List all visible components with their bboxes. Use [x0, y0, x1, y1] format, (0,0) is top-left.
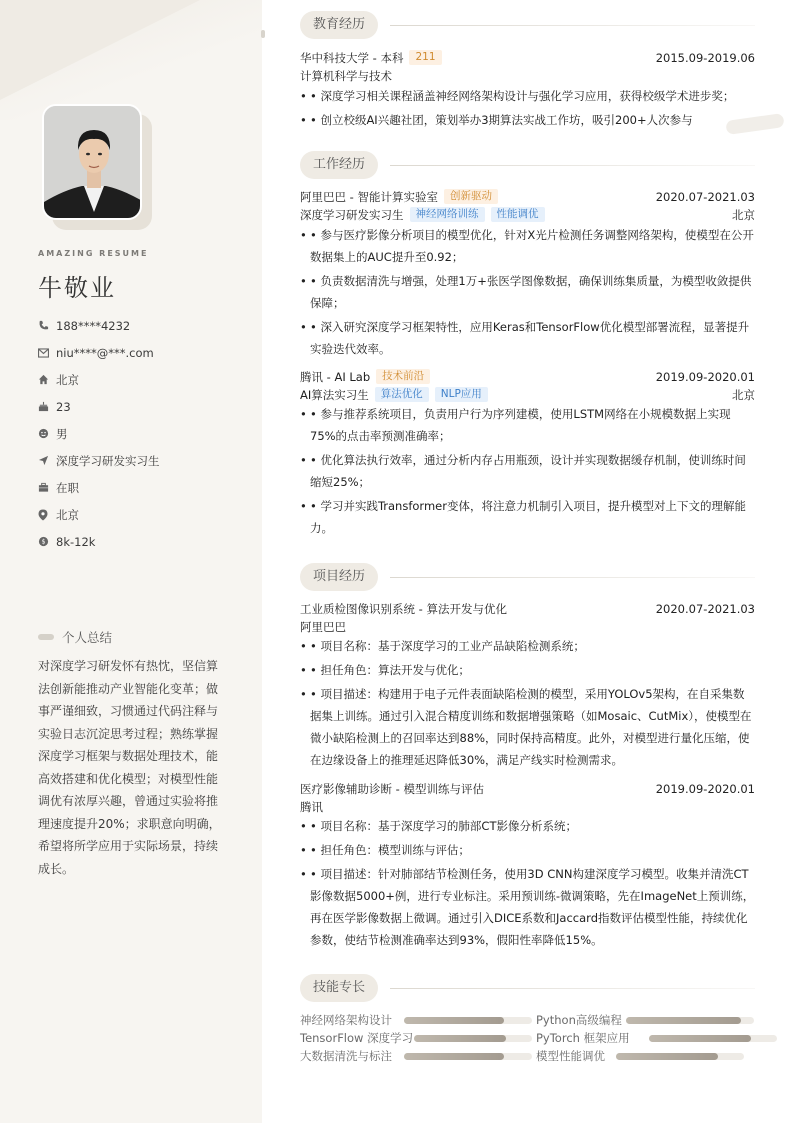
- info-text: 北京: [56, 507, 79, 522]
- location-pin-icon: [38, 508, 56, 522]
- decorative-dot: [261, 30, 265, 38]
- role-tag: NLP应用: [435, 387, 488, 402]
- skill-item: [536, 1047, 605, 1065]
- briefcase-icon: [38, 481, 56, 495]
- info-home: [38, 366, 248, 393]
- skill-name: Python高级编程: [536, 1013, 622, 1027]
- skill-item: [536, 1029, 630, 1047]
- project-org: 腾讯: [300, 799, 323, 814]
- project-title-row: [300, 780, 755, 797]
- job-role-row: [300, 206, 755, 223]
- job-company-row: [300, 188, 755, 205]
- education-row: [300, 49, 755, 66]
- section-divider: [390, 25, 755, 26]
- skill-bar: [414, 1035, 532, 1042]
- section-work-heading: [300, 151, 755, 179]
- job-company-row: [300, 368, 755, 385]
- cake-icon: [38, 400, 56, 414]
- info-gender: [38, 420, 248, 447]
- info-text: 北京: [56, 372, 79, 387]
- skill-item: [300, 1047, 392, 1065]
- info-phone: [38, 312, 248, 339]
- list-item: • • 项目名称：基于深度学习的工业产品缺陷检测系统；: [300, 639, 585, 653]
- list-item: • • 担任角色：算法开发与优化；: [300, 663, 470, 677]
- info-position: [38, 447, 248, 474]
- avatar: [42, 104, 142, 220]
- salary-icon: [38, 535, 56, 549]
- list-item: • • 深入研究深度学习框架特性，应用Keras和TensorFlow优化模型部署流程，显著提升实验迭代效率。: [300, 320, 750, 356]
- role-tag: 神经网络训练: [410, 207, 485, 222]
- info-text: niu****@***.com: [56, 345, 154, 360]
- info-email: [38, 339, 248, 366]
- avatar-portrait: [44, 106, 142, 220]
- skill-bar: [626, 1017, 754, 1024]
- project-title-row: [300, 600, 755, 617]
- section-title: 教育经历: [300, 11, 378, 39]
- list-item: • • 优化算法执行效率，通过分析内存占用瓶颈，设计并实现数据缓存机制，使训练时间缩短25%；: [300, 453, 746, 489]
- section-title: 工作经历: [300, 151, 378, 179]
- project-date: 2020.07-2021.03: [655, 601, 755, 616]
- project-bullets: [300, 635, 755, 773]
- skill-bar: [616, 1053, 744, 1060]
- job-role: 深度学习研发实习生: [300, 207, 404, 222]
- project-bullets: [300, 815, 755, 953]
- info-text: 23: [56, 399, 71, 414]
- project-name: 医疗影像辅助诊断 - 模型训练与评估: [300, 781, 484, 796]
- skill-name: 大数据清洗与标注: [300, 1049, 392, 1063]
- list-item: • • 项目名称：基于深度学习的肺部CT影像分析系统；: [300, 819, 577, 833]
- skill-name: 模型性能调优: [536, 1049, 605, 1063]
- section-projects-heading: [300, 563, 755, 591]
- svg-text:$: $: [41, 537, 46, 546]
- info-text: 188****4232: [56, 318, 131, 333]
- education-bullets: [300, 85, 755, 133]
- project-org-row: [300, 798, 755, 815]
- info-text: 深度学习研发实习生: [56, 453, 160, 468]
- school-tag: 211: [409, 50, 441, 65]
- job-date: 2020.07-2021.03: [655, 189, 755, 204]
- list-item: • • 项目描述：构建用于电子元件表面缺陷检测的模型，采用YOLOv5架构，在自采集数据集上训练。通过引入混合精度训练和数据增强策略（如Mosaic、CutMix），使模型在微小缺陷检测上的召回率达到88%，同时保持高精度。此外，对模型进行量化压缩，使在边缘设备上的推理延迟降低30%，满足产线实时检测需求。: [300, 687, 752, 767]
- info-salary: [38, 528, 248, 555]
- section-title: 项目经历: [300, 563, 378, 591]
- gender-icon: [38, 427, 56, 441]
- project-name: 工业质检图像识别系统 - 算法开发与优化: [300, 601, 507, 616]
- job-bullets: [300, 224, 755, 362]
- section-divider: [390, 577, 755, 578]
- skill-item: [300, 1029, 413, 1047]
- candidate-name: 牛敬业: [38, 274, 116, 302]
- job-city: 北京: [732, 207, 755, 222]
- major-row: [300, 67, 755, 84]
- info-text: 8k-12k: [56, 534, 96, 549]
- skill-bar-fill: [649, 1035, 751, 1042]
- summary-text: 对深度学习研发怀有热忱，坚信算法创新能推动产业智能化变革；做事严谨细致，习惯通过代码注释与实验日志沉淀思考过程；熟练掌握深度学习框架与数据处理技术，能高效搭建和优化模型；对模型性能调优有浓厚兴趣，曾通过实验将推理速度提升20%；求职意向明确，希望将所学应用于实际场景，持续成长。: [38, 659, 221, 876]
- education-date: 2015.09-2019.06: [655, 50, 755, 65]
- skill-bar-fill: [616, 1053, 718, 1060]
- info-text: 男: [56, 426, 68, 441]
- summary-heading: [38, 628, 112, 646]
- personal-info-list: [38, 312, 248, 555]
- list-item: • • 项目描述：针对肺部结节检测任务，使用3D CNN构建深度学习模型。收集并清洗CT影像数据5000+例，进行专业标注。采用预训练-微调策略，先在ImageNet上预训练，再在医学影像数据上微调。通过引入DICE系数和Jaccard指数评估模型性能，持续优化参数，使结节检测准确率达到93%，假阳性率降低15%。: [300, 867, 755, 947]
- section-education-heading: [300, 11, 755, 39]
- skill-bar-fill: [404, 1053, 504, 1060]
- skill-bar-fill: [626, 1017, 741, 1024]
- company-name: 阿里巴巴 - 智能计算实验室: [300, 189, 438, 204]
- skill-name: PyTorch 框架应用: [536, 1031, 630, 1045]
- list-item: • • 担任角色：模型训练与评估；: [300, 843, 470, 857]
- list-item: • • 参与医疗影像分析项目的模型优化，针对X光片检测任务调整网络架构，使模型在公开数据集上的AUC提升至0.92；: [300, 228, 754, 264]
- section-skills-heading: [300, 974, 755, 1002]
- skill-bar-fill: [404, 1017, 504, 1024]
- job-date: 2019.09-2020.01: [655, 369, 755, 384]
- skill-bar: [404, 1053, 532, 1060]
- phone-icon: [38, 319, 56, 333]
- company-name: 腾讯 - AI Lab: [300, 369, 371, 384]
- skill-bar-fill: [414, 1035, 506, 1042]
- job-role: AI算法实习生: [300, 387, 369, 402]
- resume-brand-label: AMAZING RESUME: [38, 249, 149, 258]
- job-city: 北京: [732, 387, 755, 402]
- list-item: • • 深度学习相关课程涵盖神经网络架构设计与强化学习应用，获得校级学术进步奖；: [300, 89, 735, 103]
- summary-title: 个人总结: [62, 630, 113, 645]
- skill-bar: [404, 1017, 532, 1024]
- skill-name: 神经网络架构设计: [300, 1013, 392, 1027]
- role-tag: 性能调优: [491, 207, 545, 222]
- company-tag: 创新驱动: [444, 189, 498, 204]
- list-item: • • 创立校级AI兴趣社团，策划举办3期算法实战工作坊，吸引200+人次参与: [300, 113, 693, 127]
- info-status: [38, 474, 248, 501]
- project-date: 2019.09-2020.01: [655, 781, 755, 796]
- list-item: • • 参与推荐系统项目，负责用户行为序列建模，使用LSTM网络在小规模数据上实现75%的点击率预测准确率；: [300, 407, 731, 443]
- major-name: 计算机科学与技术: [300, 68, 392, 83]
- job-role-row: [300, 386, 755, 403]
- mail-icon: [38, 346, 56, 360]
- company-tag: 技术前沿: [376, 369, 430, 384]
- school-name: 华中科技大学 - 本科: [300, 50, 404, 65]
- section-divider: [390, 988, 755, 989]
- project-org-row: [300, 618, 755, 635]
- role-tag: 算法优化: [375, 387, 429, 402]
- info-target-city: [38, 501, 248, 528]
- section-divider: [390, 165, 755, 166]
- send-icon: [38, 454, 56, 468]
- job-bullets: [300, 403, 755, 541]
- corner-triangle: [0, 0, 200, 100]
- project-org: 阿里巴巴: [300, 619, 346, 634]
- list-item: • • 负责数据清洗与增强，处理1万+张医学图像数据，确保训练集质量，为模型收敛提供保障；: [300, 274, 752, 310]
- home-icon: [38, 373, 56, 387]
- skill-item: [300, 1011, 392, 1029]
- info-text: 在职: [56, 480, 79, 495]
- skill-bar: [649, 1035, 777, 1042]
- section-title: 技能专长: [300, 974, 378, 1002]
- skill-item: [536, 1011, 622, 1029]
- heading-accent-bar: [38, 634, 54, 640]
- list-item: • • 学习并实践Transformer变体，将注意力机制引入项目，提升模型对上下文的理解能力。: [300, 499, 746, 535]
- sidebar: [0, 0, 262, 1123]
- info-age: [38, 393, 248, 420]
- profile-photo-container: [42, 104, 142, 220]
- skill-name: TensorFlow 深度学习: [300, 1031, 414, 1045]
